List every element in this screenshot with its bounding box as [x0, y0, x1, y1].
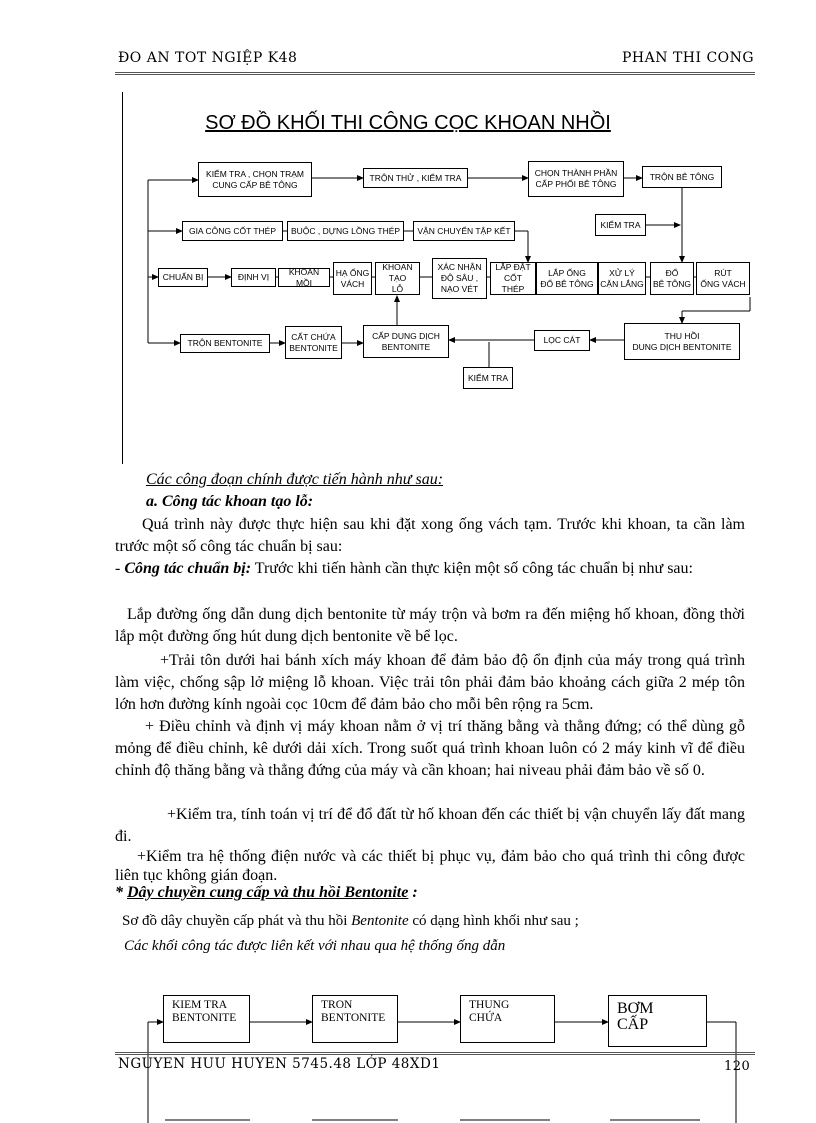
box2-thung-chua: THUNG CHỨA — [460, 995, 555, 1043]
paragraph-6: +Kiểm tra, tính toán vị trí để đổ đất từ hố khoan đến các thiết bị vận chuyển lấy đất mang đi. — [115, 806, 745, 845]
box-xac-nhan: XÁC NHẬN ĐỘ SÂU , NẠO VÉT — [432, 258, 487, 299]
heading-b-text: Dây chuyền cung cấp và thu hồi Bentonite — [127, 884, 409, 901]
box-xu-ly-can-lang: XỬ LÝ CẶN LẮNG — [598, 262, 646, 295]
box-lap-ong: LẮP ỐNG ĐỔ BÊ TÔNG — [536, 262, 598, 295]
paragraph-5: + Điều chỉnh và định vị máy khoan nằm ở vị trí thăng bằng và thẳng đứng; có thể dùng gỗ mỏng để điều chỉnh, kê dưới dải xích. Trong suốt quá trình khoan luôn có 2 máy kinh vĩ để điều chỉnh độ thăng bằng và thẳng đứng của máy và cần khoan; hai niveau phải đảm bảo về số 0. — [115, 718, 745, 779]
box-kiemtra-chontram: KIỂM TRA , CHỌN TRẠM CUNG CẤP BÊ TÔNG — [198, 162, 312, 197]
box-tron-bentonite: TRỘN BENTONITE — [180, 334, 270, 353]
box-kiem-tra-2: KIỂM TRA — [463, 367, 513, 389]
box2-bom-cap: BƠM CẤP — [608, 995, 707, 1047]
paragraph-2-label: Công tác chuẩn bị: — [124, 560, 252, 577]
box-ha-ong-vach: HẠ ỐNG VÁCH — [333, 262, 372, 295]
box-gia-cong-cot-thep: GIA CÔNG CỐT THÉP — [182, 221, 283, 241]
heading-b: * Dây chuyền cung cấp và thu hồi Bentonite : — [115, 884, 418, 901]
box-kiem-tra-1: KIỂM TRA — [595, 214, 646, 236]
box-thu-hoi: THU HỒI DUNG DỊCH BENTONITE — [624, 323, 740, 360]
paragraph-2-text: Trước khi tiến hành cần thực kiện một số công tác chuẩn bị như sau: — [254, 560, 693, 577]
box-chuan-bi: CHUẨN BỊ — [158, 268, 208, 287]
box-rut-ong-vach: RÚT ỐNG VÁCH — [696, 262, 750, 295]
footer-rule — [115, 1052, 755, 1055]
box-tron-be-tong: TRỘN BÊ TÔNG — [642, 166, 722, 188]
paragraph-8: Sơ đồ dây chuyền cấp phát và thu hồi Bentonite có dạng hình khối như sau ; — [122, 913, 579, 929]
heading-a: a. Công tác khoan tạo lỗ: — [146, 493, 314, 510]
box-khoan-moi: KHOAN MỒI — [278, 268, 330, 287]
box-chon-thanh-phan: CHỌN THÀNH PHẦN CẤP PHỐI BÊ TÔNG — [528, 161, 624, 197]
box-khoan-tao-lo: KHOAN TẠO LỖ — [375, 262, 420, 295]
box2-tron-bentonite: TRON BENTONITE — [312, 995, 398, 1043]
box-do-be-tong: ĐỔ BÊ TÔNG — [650, 262, 694, 295]
paragraph-7: +Kiểm tra hệ thống điện nước và các thiết bị phục vụ, đảm bảo cho quá trình thi công được liên tục không gián đoạn. — [115, 848, 745, 884]
paragraph-2: - Công tác chuẩn bị: Trước khi tiến hành cần thực kiện một số công tác chuẩn bị như sau: — [115, 560, 693, 577]
box-tronthu-kiemtra: TRỘN THỬ , KIỂM TRA — [363, 168, 468, 188]
box-van-chuyen: VẬN CHUYỂN TẬP KẾT — [413, 221, 515, 241]
box-dinh-vi: ĐỊNH VỊ — [231, 268, 276, 287]
box-loc-cat: LỌC CÁT — [534, 330, 590, 351]
header-left: ĐO AN TOT NGIỆP K48 — [118, 50, 298, 66]
intro-line: Các công đoạn chính được tiến hành như sau: — [146, 471, 444, 488]
paragraph-1: Quá trình này được thực hiện sau khi đặt xong ống vách tạm. Trước khi khoan, ta cần làm trước một số công tác chuẩn bị sau: — [115, 516, 745, 555]
paragraph-9: Các khối công tác được liên kết với nhau qua hệ thống ống dẫn — [124, 938, 506, 954]
box-cat-chua-bentonite: CẤT CHỨA BENTONITE — [285, 326, 342, 359]
box-buoc-dung-long-thep: BUỘC , DỰNG LỒNG THÉP — [287, 221, 404, 241]
page-number: 120 — [724, 1059, 751, 1074]
paragraph-4: +Trải tôn dưới hai bánh xích máy khoan để đảm bảo độ ổn định của máy trong quá trình làm việc, chống sập lở miệng lỗ khoan. Việc trải tôn phải đảm bảo khoảng cách giữa 2 mép tôn lớn hơn đường kính ngoài cọc 10cm để đảm bảo cho mỗi bên rộng ra 5cm. — [115, 652, 745, 713]
paragraph-3: Lắp đường ống dẫn dung dịch bentonite từ máy trộn và bơm ra đến miệng hố khoan, đồng thời lắp một đường ống hút dung dịch bentonite về bể lọc. — [115, 606, 745, 645]
header-right: PHAN THI CONG — [622, 50, 755, 66]
footer-left: NGUYEN HUU HUYEN 5745.48 LỚP 48XD1 — [118, 1056, 441, 1072]
box-lap-dat-cot-thep: LẮP ĐẶT CỐT THÉP — [490, 262, 536, 295]
diagram-title: SƠ ĐỒ KHỐI THI CÔNG CỌC KHOAN NHỒI — [205, 112, 611, 134]
box2-kiem-tra-bentonite: KIEM TRA BENTONITE — [163, 995, 250, 1043]
box-cap-dung-dich: CẤP DUNG DỊCH BENTONITE — [363, 325, 449, 358]
